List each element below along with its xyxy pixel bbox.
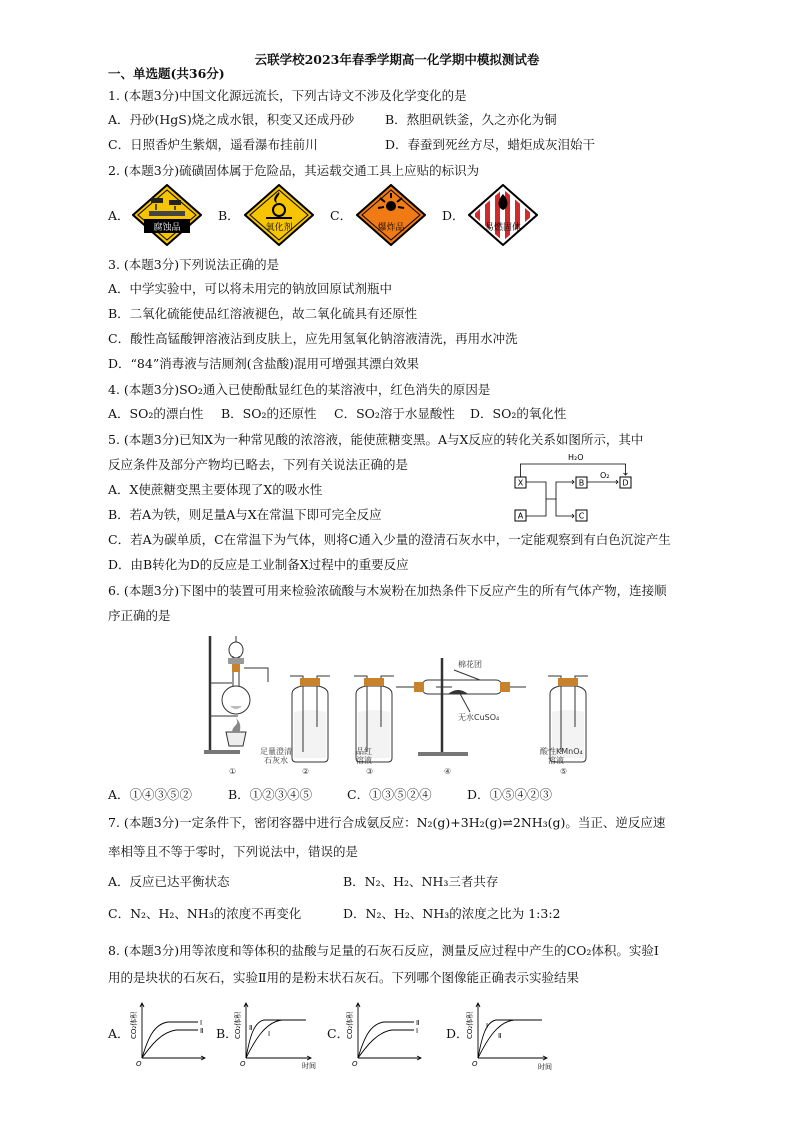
- q5-option-d[interactable]: D．由B转化为D的反应是工业制备X过程中的重要反应: [108, 557, 409, 572]
- q5-transformation-diagram: [508, 452, 648, 524]
- graph-b-curve-I: Ⅰ: [268, 1030, 271, 1038]
- q3-stem: 3. (本题3分)下列说法正确的是: [108, 257, 280, 272]
- graph-a-curve-I: Ⅰ: [200, 1019, 203, 1027]
- q6-option-d[interactable]: D．①⑤④②③: [467, 787, 553, 802]
- graph-b-ylabel: CO₂体积: [234, 1011, 242, 1039]
- label-pinhong-2: 溶液: [356, 756, 372, 765]
- q3-option-b[interactable]: B．二氧化硫能使品红溶液褪色，故二氧化硫具有还原性: [108, 306, 418, 321]
- q8-graph-c: [344, 998, 428, 1068]
- sign-label-oxidizer: 氧化剂: [265, 223, 293, 233]
- q5-option-a[interactable]: A．X使蔗糖变黑主要体现了X的吸水性: [108, 482, 323, 497]
- corrosive-sign: [132, 184, 202, 246]
- q8-option-b[interactable]: B．: [216, 1026, 238, 1041]
- q6-apparatus-figure: [196, 628, 616, 778]
- apparatus-5-number: ⑤: [560, 767, 568, 776]
- q7-stem-1: 7. (本题3分)一定条件下，密闭容器中进行合成氨反应：N₂(g)+3H₂(g)⇌2NH₃(g)。当正、逆反应速: [108, 815, 666, 830]
- apparatus-4-number: ④: [444, 767, 452, 776]
- q8-option-d[interactable]: D．: [446, 1026, 469, 1041]
- page-title: 云联学校2023年春季学期高一化学期中模拟测试卷: [254, 52, 540, 67]
- explosive-sign: [356, 184, 426, 246]
- graph-d-ylabel: CO₂体积: [466, 1011, 474, 1039]
- q1-option-c[interactable]: C．日照香炉生紫烟，遥看瀑布挂前川: [108, 137, 318, 152]
- q3-option-d[interactable]: D．“84”消毒液与洁厕剂(含盐酸)混用可增强其漂白效果: [108, 356, 419, 371]
- box-c-label: C: [578, 511, 585, 521]
- q8-stem-2: 用的是块状的石灰石，实验Ⅱ用的是粉末状石灰石。下列哪个图像能正确表示实验结果: [108, 970, 579, 985]
- q4-option-d[interactable]: D．SO₂的氧化性: [470, 406, 567, 421]
- label-lime-1: 足量澄清: [260, 747, 292, 756]
- graph-d-origin: O: [472, 1060, 478, 1068]
- label-cotton: 棉花团: [458, 660, 482, 669]
- q1-stem: 1. (本题3分)中国文化源远流长，下列古诗文不涉及化学变化的是: [108, 88, 467, 103]
- graph-d-curve-II: Ⅱ: [498, 1032, 502, 1040]
- q5-stem-2: 反应条件及部分产物均已略去，下列有关说法正确的是: [108, 457, 409, 472]
- oxidizer-sign: [244, 184, 314, 246]
- q7-stem-2: 率相等且不等于零时，下列说法中，错误的是: [108, 844, 359, 859]
- section-heading: 一、单选题(共36分): [108, 66, 225, 81]
- sign-label-corrosive: 腐蚀品: [153, 223, 181, 233]
- box-b-label: B: [578, 478, 585, 488]
- graph-c-ylabel: CO₂体积: [346, 1011, 354, 1039]
- q1-option-a[interactable]: A．丹砂(HgS)烧之成水银，积变又还成丹砂: [108, 112, 355, 127]
- q7-option-d[interactable]: D．N₂、H₂、NH₃的浓度之比为 1:3:2: [343, 906, 561, 921]
- q4-option-c[interactable]: C．SO₂溶于水显酸性: [334, 406, 455, 421]
- graph-b-origin: O: [240, 1060, 246, 1068]
- graph-d-curve-I: Ⅰ: [486, 1022, 489, 1030]
- q2-option-d[interactable]: D．: [442, 208, 465, 223]
- graph-a-curve-II: Ⅱ: [200, 1027, 204, 1035]
- q3-option-c[interactable]: C．酸性高锰酸钾溶液沾到皮肤上，应先用氢氧化钠溶液清洗，再用水冲洗: [108, 331, 518, 346]
- q4-option-a[interactable]: A．SO₂的漂白性: [108, 406, 204, 421]
- q2-option-c[interactable]: C．: [330, 208, 353, 223]
- o2-label: O₂: [600, 471, 610, 480]
- box-a-label: A: [517, 511, 524, 521]
- q3-option-a[interactable]: A．中学实验中，可以将未用完的钠放回原试剂瓶中: [108, 281, 393, 296]
- box-d-label: D: [622, 478, 629, 488]
- label-kmno4-2: 溶液: [548, 756, 564, 765]
- graph-c-curve-I: Ⅰ: [416, 1027, 419, 1035]
- graph-a-origin: O: [136, 1060, 142, 1068]
- q8-graph-a: [128, 998, 212, 1068]
- q6-stem-1: 6. (本题3分)下图中的装置可用来检验浓硫酸与木炭粉在加热条件下反应产生的所有气体产物，连接顺: [108, 583, 667, 598]
- graph-a-ylabel: CO₂体积: [130, 1011, 138, 1039]
- apparatus-2-number: ②: [302, 767, 310, 776]
- q4-stem: 4. (本题3分)SO₂通入已使酚酞显红色的某溶液中，红色消失的原因是: [108, 382, 491, 397]
- q1-option-b[interactable]: B．熬胆矾铁釜，久之亦化为铜: [385, 112, 557, 127]
- q8-option-a[interactable]: A．: [108, 1026, 130, 1041]
- q6-option-a[interactable]: A．①④③⑤②: [108, 787, 193, 802]
- q2-option-a[interactable]: A．: [108, 208, 130, 223]
- q2-stem: 2. (本题3分)硫磺固体属于危险品，其运载交通工具上应贴的标识为: [108, 163, 480, 178]
- flammable-solid-sign: [468, 184, 538, 246]
- graph-d-xlabel: 时间: [538, 1063, 552, 1071]
- graph-b-xlabel: 时间: [302, 1062, 316, 1070]
- sign-label-flammable: 易燃固体: [484, 223, 522, 233]
- q6-option-c[interactable]: C．①③⑤②④: [347, 787, 432, 802]
- label-lime-2: 石灰水: [264, 756, 288, 765]
- q2-option-b[interactable]: B．: [218, 208, 240, 223]
- q1-option-d[interactable]: D．春蚕到死丝方尽，蜡炬成灰泪始干: [385, 137, 596, 152]
- label-pinhong-1: 品红: [356, 747, 372, 756]
- label-kmno4-1: 酸性KMnO₄: [540, 747, 583, 756]
- sign-label-explosive: 爆炸品: [377, 223, 405, 233]
- q8-option-c[interactable]: C．: [327, 1026, 350, 1041]
- q5-stem-1: 5. (本题3分)已知X为一种常见酸的浓溶液，能使蔗糖变黑。A与X反应的转化关系如图所示，其中: [108, 432, 644, 447]
- box-x-label: X: [517, 478, 524, 488]
- q8-graph-d: [464, 998, 560, 1072]
- q5-option-b[interactable]: B．若A为铁，则足量A与X在常温下即可完全反应: [108, 507, 382, 522]
- q6-stem-2: 序正确的是: [108, 608, 171, 623]
- graph-b-curve-II: Ⅱ: [249, 1024, 253, 1032]
- q7-option-a[interactable]: A．反应已达平衡状态: [108, 874, 230, 889]
- apparatus-1-number: ①: [229, 767, 237, 776]
- q8-graph-b: [232, 998, 322, 1070]
- h2o-label: H₂O: [568, 453, 584, 462]
- apparatus-3-number: ③: [366, 767, 374, 776]
- label-cuso4: 无水CuSO₄: [458, 713, 500, 722]
- graph-c-origin: O: [352, 1060, 358, 1068]
- q5-option-c[interactable]: C．若A为碳单质，C在常温下为气体，则将C通入少量的澄清石灰水中，一定能观察到有白色沉淀产生: [108, 532, 671, 547]
- q6-option-b[interactable]: B．①②③④⑤: [228, 787, 313, 802]
- q4-option-b[interactable]: B．SO₂的还原性: [221, 406, 317, 421]
- q7-option-c[interactable]: C．N₂、H₂、NH₃的浓度不再变化: [108, 906, 302, 921]
- graph-c-curve-II: Ⅱ: [416, 1019, 420, 1027]
- q7-option-b[interactable]: B．N₂、H₂、NH₃三者共存: [343, 874, 499, 889]
- q8-stem-1: 8. (本题3分)用等浓度和等体积的盐酸与足量的石灰石反应，测量反应过程中产生的CO₂体积。实验Ⅰ: [108, 943, 659, 958]
